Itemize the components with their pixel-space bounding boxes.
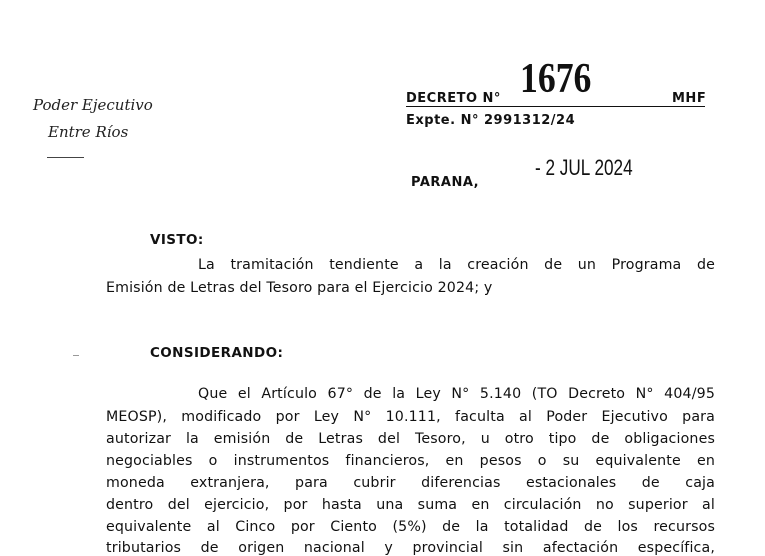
considerando-line: autorizar la emisión de Letras del Tesoro, u otro tipo de obligaciones: [106, 431, 715, 447]
considerando-line: MEOSP), modificado por Ley N° 10.111, faculta al Poder Ejecutivo para: [106, 409, 715, 425]
considerando-line: Que el Artículo 67° de la Ley N° 5.140 (TO Decreto N° 404/95: [198, 386, 715, 402]
date-stamp: - 2 JUL 2024: [535, 155, 633, 180]
decreto-suffix: MHF: [672, 91, 707, 106]
visto-line: Emisión de Letras del Tesoro para el Ejercicio 2024; y: [106, 280, 493, 296]
considerando-line: equivalente al Cinco por Ciento (5%) de la totalidad de los recursos: [106, 519, 715, 535]
considerando-line: negociables o instrumentos financieros, en pesos o su equivalente en: [106, 453, 715, 469]
letterhead-line1: Poder Ejecutivo: [33, 96, 153, 114]
expte-number: Expte. N° 2991312/24: [406, 113, 576, 128]
margin-mark: [73, 355, 79, 356]
letterhead-divider: [47, 157, 84, 158]
visto-line: La tramitación tendiente a la creación de un Programa de: [198, 257, 715, 273]
place: PARANA,: [411, 175, 480, 190]
visto-heading: VISTO:: [150, 232, 204, 248]
letterhead-line2: Entre Ríos: [48, 123, 129, 141]
considerando-heading: CONSIDERANDO:: [150, 345, 284, 361]
decreto-underline: [406, 106, 705, 107]
considerando-line: dentro del ejercicio, por hasta una suma en circulación no superior al: [106, 497, 715, 513]
decreto-label: DECRETO N°: [406, 91, 501, 106]
considerando-line: moneda extranjera, para cubrir diferencias estacionales de caja: [106, 475, 715, 491]
decreto-number: 1676: [520, 56, 592, 102]
considerando-line: tributarios de origen nacional y provincial sin afectación específica,: [106, 540, 715, 556]
